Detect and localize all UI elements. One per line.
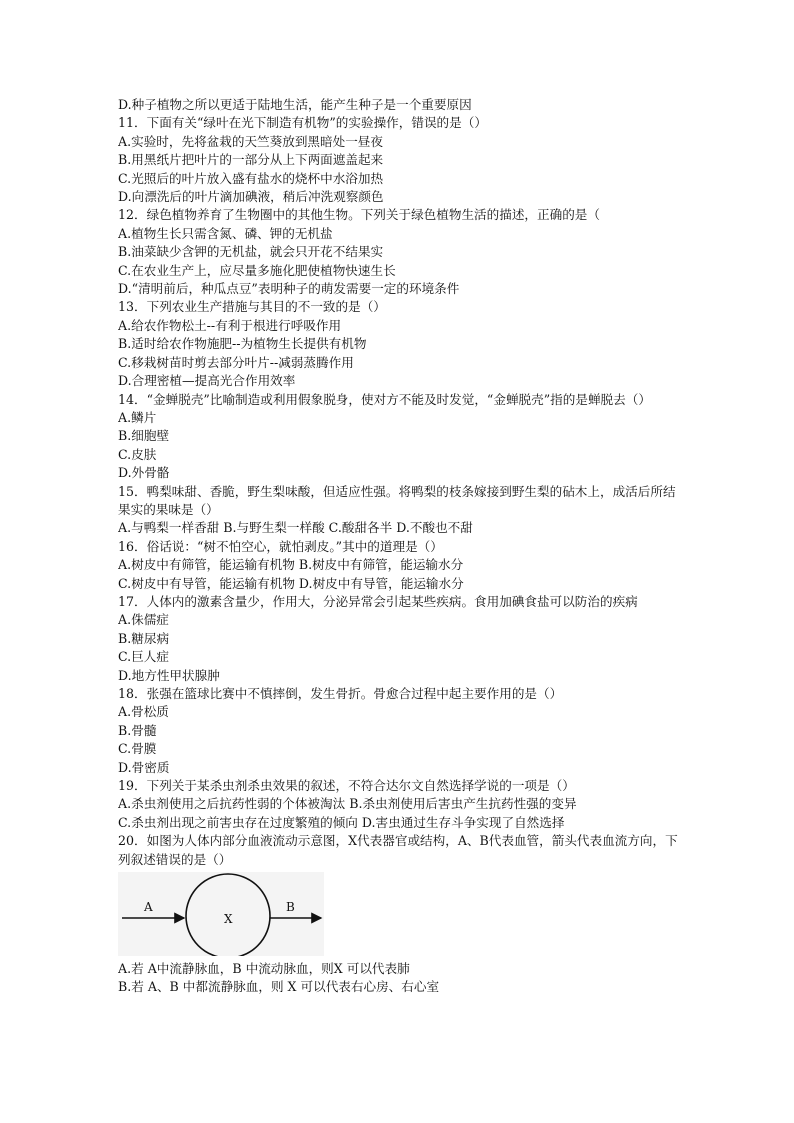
option-line: A.侏儒症 xyxy=(118,612,169,628)
question-20: 20．如图为人体内部分血液流动示意图，X代表器官或结构，A、B代表血管，箭头代表血流方向，下列叙述错误的是（） xyxy=(118,833,678,867)
question-17: 17．人体内的激素含量少，作用大，分泌异常会引起某些疾病。食用加碘食盐可以防治的疾病 xyxy=(118,593,638,609)
option-line: A.鳞片 xyxy=(118,409,157,425)
question-12: 12．绿色植物养育了生物圈中的其他生物。下列关于绿色植物生活的描述，正确的是（ xyxy=(118,207,600,223)
blood-flow-diagram xyxy=(118,872,324,956)
option-line: A.与鸭梨一样香甜 B.与野生梨一样酸 C.酸甜各半 D.不酸也不甜 xyxy=(118,520,473,536)
text-line: D.种子植物之所以更适于陆地生活，能产生种子是一个重要原因 xyxy=(118,97,472,112)
option-line: C.杀虫剂出现之前害虫存在过度繁殖的倾向 D.害虫通过生存斗争实现了自然选择 xyxy=(118,814,565,830)
question-16: 16．俗话说：“树不怕空心，就怕剥皮。”其中的道理是（） xyxy=(118,538,443,554)
option-line: C.光照后的叶片放入盛有盐水的烧杯中水浴加热 xyxy=(118,170,384,186)
question-14: 14．“金蝉脱壳”比喻制造或利用假象脱身，使对方不能及时发觉，“金蝉脱壳”指的是蝉脱去（） xyxy=(118,391,651,407)
option-line: C.移栽树苗时剪去部分叶片--减弱蒸腾作用 xyxy=(118,354,354,370)
option-line: D.向漂洗后的叶片滴加碘液，稍后冲洗观察颜色 xyxy=(118,189,384,205)
option-line: C.树皮中有导管，能运输有机物 D.树皮中有导管，能运输水分 xyxy=(118,575,464,591)
option-line: B.油菜缺少含钾的无机盐，就会只开花不结果实 xyxy=(118,244,384,260)
option-line: D.地方性甲状腺肿 xyxy=(118,667,220,683)
option-line: D.骨密质 xyxy=(118,759,170,775)
question-11: 11．下面有关“绿叶在光下制造有机物”的实验操作，错误的是（） xyxy=(118,115,487,131)
option-line: A.树皮中有筛管，能运输有机物 B.树皮中有筛管，能运输水分 xyxy=(118,557,464,573)
option-line: A.杀虫剂使用之后抗药性弱的个体被淘汰 B.杀虫剂使用后害虫产生抗药性强的变异 xyxy=(118,796,577,812)
option-line: D.合理密植—提高光合作用效率 xyxy=(118,373,296,389)
document-page xyxy=(118,96,684,997)
option-line: C.在农业生产上，应尽量多施化肥使植物快速生长 xyxy=(118,262,396,278)
option-line: A.骨松质 xyxy=(118,704,169,720)
option-line: C.皮肤 xyxy=(118,446,157,462)
option-line: A.若 A中流静脉血，B 中流动脉血，则X 可以代表肺 xyxy=(118,961,410,977)
option-line: A.实验时，先将盆栽的天竺葵放到黑暗处一昼夜 xyxy=(118,133,383,149)
question-13: 13．下列农业生产措施与其目的不一致的是（） xyxy=(118,299,386,315)
label-x: X xyxy=(224,912,233,927)
option-line: B.糖尿病 xyxy=(118,630,170,646)
question-19: 19．下列关于某杀虫剂杀虫效果的叙述，不符合达尔文自然选择学说的一项是（） xyxy=(118,778,575,794)
option-line: D.“清明前后，种瓜点豆”表明种子的萌发需要一定的环境条件 xyxy=(118,281,460,297)
option-line: B.细胞壁 xyxy=(118,428,170,444)
option-line: C.骨膜 xyxy=(118,741,157,757)
label-b: B xyxy=(286,900,295,915)
option-line: B.若 A、B 中都流静脉血，则 X 可以代表右心房、右心室 xyxy=(118,979,440,995)
option-line: B.骨髓 xyxy=(118,722,157,738)
label-a: A xyxy=(144,900,153,915)
option-line: B.适时给农作物施肥--为植物生长提供有机物 xyxy=(118,336,367,352)
question-15: 15．鸭梨味甜、香脆，野生梨味酸，但适应性强。将鸭梨的枝条嫁接到野生梨的砧木上，成活后所结果实的果味是（） xyxy=(118,483,676,517)
option-line: D.外骨骼 xyxy=(118,465,170,481)
option-line: A.植物生长只需含氮、磷、钾的无机盐 xyxy=(118,225,333,241)
option-line: A.给农作物松土--有利于根进行呼吸作用 xyxy=(118,317,342,333)
option-line: B.用黑纸片把叶片的一部分从上下两面遮盖起来 xyxy=(118,152,384,168)
option-line: C.巨人症 xyxy=(118,649,169,665)
question-18: 18．张强在篮球比赛中不慎摔倒，发生骨折。骨愈合过程中起主要作用的是（） xyxy=(118,686,563,701)
